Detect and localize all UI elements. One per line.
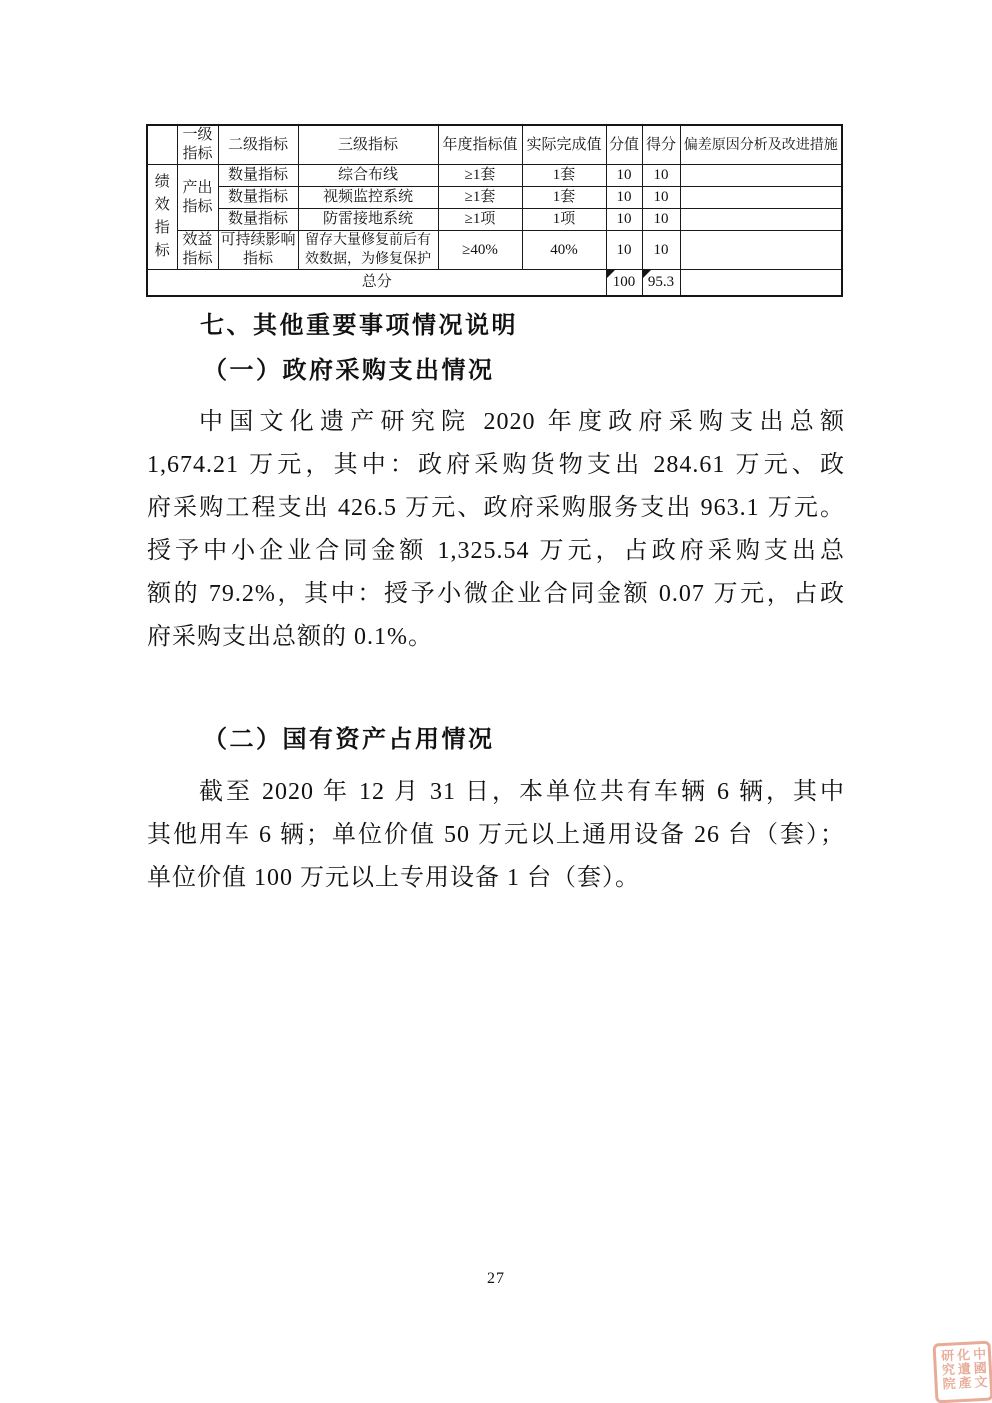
institution-seal [932,1341,992,1403]
paragraph-line: 授予中小企业合同金额 1,325.54 万元，占政府采购支出总 [147,538,845,564]
score-cell: 10 [642,165,680,187]
deviation-cell [680,231,842,270]
level3-cell: 视频监控系统 [298,187,438,209]
deviation-cell [680,187,842,209]
subsection-heading-2: （二）国有资产占用情况 [203,727,495,753]
paragraph-line: 府采购工程支出 426.5 万元、政府采购服务支出 963.1 万元。 [147,495,845,521]
header-level2: 二级指标 [218,125,298,165]
header-actual: 实际完成值 [522,125,606,165]
total-score-cell: 95.3 [642,270,680,296]
level2-cell: 数量指标 [218,165,298,187]
header-level3: 三级指标 [298,125,438,165]
points-cell: 10 [606,165,642,187]
table-row [147,165,842,187]
header-level1: 一级指标 [177,125,218,165]
actual-cell: 1套 [522,165,606,187]
header-annual-target: 年度指标值 [438,125,522,165]
points-cell: 10 [606,231,642,270]
level2-cell: 数量指标 [218,209,298,231]
level2-cell: 可持续影响指标 [218,231,298,270]
level2-cell: 数量指标 [218,187,298,209]
level3-cell: 防雷接地系统 [298,209,438,231]
page-number: 27 [487,1270,505,1287]
actual-cell: 1套 [522,187,606,209]
actual-cell: 40% [522,231,606,270]
annual-target-cell: ≥40% [438,231,522,270]
corner-header-cell [147,125,177,165]
level1-cell: 产出指标 [177,165,218,231]
state-assets-paragraph [147,771,845,900]
points-cell: 10 [606,187,642,209]
table-row [147,231,842,270]
header-score: 得分 [642,125,680,165]
annual-target-cell: ≥1项 [438,209,522,231]
deviation-cell [680,165,842,187]
deviation-cell [680,209,842,231]
level3-cell: 综合布线 [298,165,438,187]
performance-indicator-table [146,124,843,297]
header-deviation: 偏差原因分析及改进措施 [680,125,842,165]
group-label: 绩效指标 [154,174,170,259]
total-points-cell: 100 [606,270,642,296]
level3-cell: 留存大量修复前后有效数据，为修复保护 [298,231,438,270]
paragraph-line: 截至 2020 年 12 月 31 日，本单位共有车辆 6 辆，其中 [199,779,845,805]
table-row [147,209,842,231]
procurement-paragraph [147,401,845,659]
table-row [147,187,842,209]
paragraph-line: 1,674.21 万元，其中：政府采购货物支出 284.61 万元、政 [147,452,845,478]
paragraph-line: 其他用车 6 辆；单位价值 50 万元以上通用设备 26 台（套）； [147,822,845,848]
score-cell: 10 [642,231,680,270]
seal-text: 中國文化遺產研究院 [938,1346,988,1392]
total-deviation-cell [680,270,842,296]
annual-target-cell: ≥1套 [438,165,522,187]
section-heading-7: 七、其他重要事项情况说明 [200,313,518,339]
header-points: 分值 [606,125,642,165]
table-header-row [147,125,842,165]
paragraph-line: 府采购支出总额的 0.1%。 [147,624,433,650]
paragraph-line: 额的 79.2%，其中：授予小微企业合同金额 0.07 万元，占政 [147,581,845,607]
level1-cell: 效益指标 [177,231,218,270]
table-total-row [147,270,842,296]
annual-target-cell: ≥1套 [438,187,522,209]
score-cell: 10 [642,209,680,231]
score-cell: 10 [642,187,680,209]
paragraph-line: 单位价值 100 万元以上专用设备 1 台（套）。 [147,865,640,891]
total-label-cell: 总分 [147,270,606,296]
points-cell: 10 [606,209,642,231]
subsection-heading-1: （一）政府采购支出情况 [203,358,495,384]
actual-cell: 1项 [522,209,606,231]
group-label-cell [147,165,177,270]
paragraph-line: 中国文化遗产研究院 2020 年度政府采购支出总额 [199,409,845,435]
